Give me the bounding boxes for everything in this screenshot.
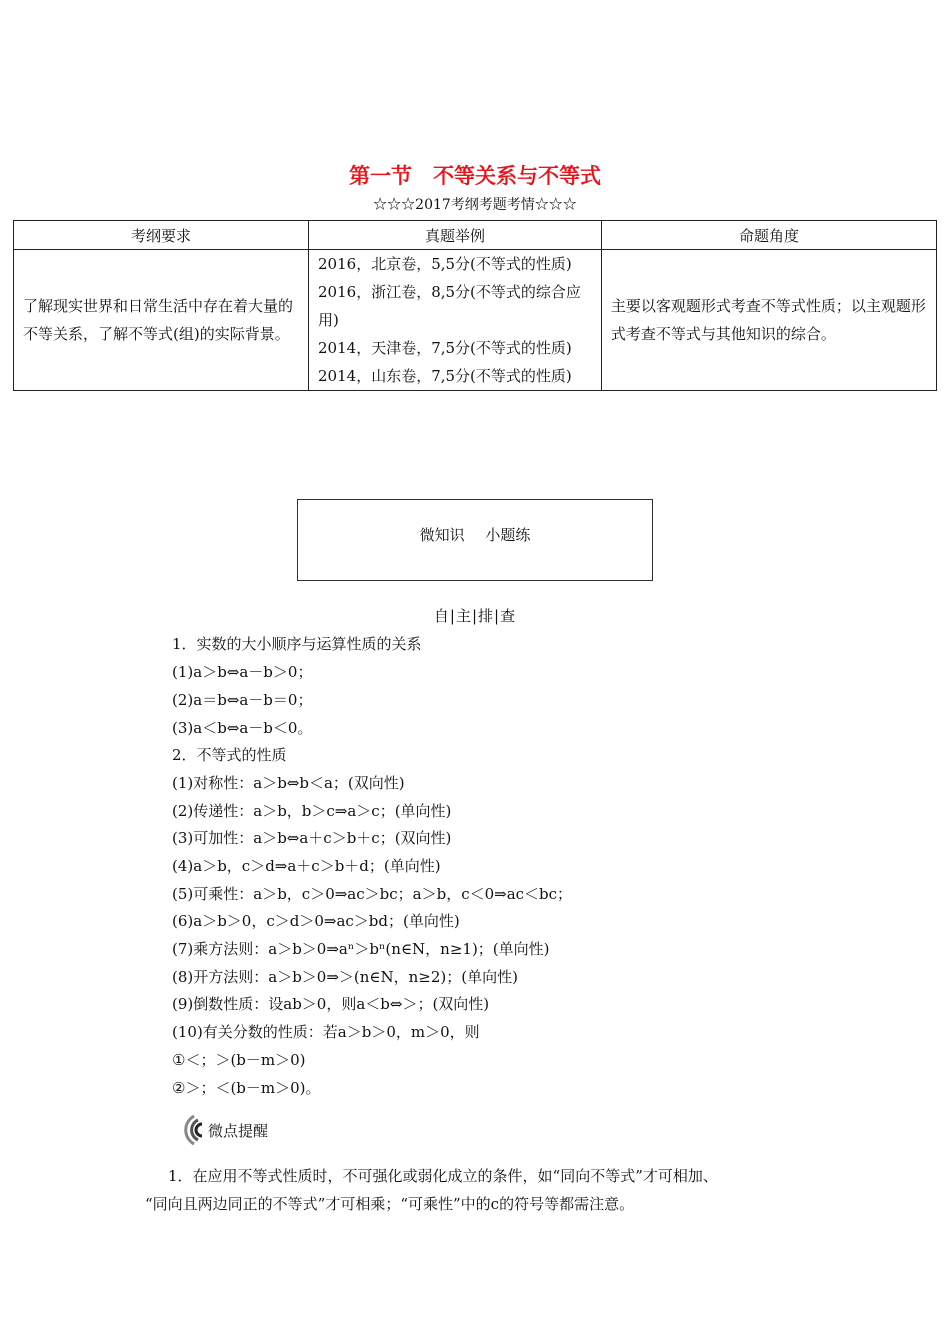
list-item: ②＞；＜(b－m＞0)。 (172, 1079, 321, 1097)
box-label-right: 小题练 (485, 526, 531, 544)
example-item: 2014，山东卷，7,5分(不等式的性质) (318, 367, 572, 385)
list-item: (2)a＝b⇔a－b＝0； (172, 691, 313, 709)
example-item: 2016，浙江卷，8,5分(不等式的综合应用) (318, 283, 581, 329)
page-title: 第一节 不等关系与不等式 (349, 164, 601, 188)
list-item: (3)a＜b⇔a－b＜0。 (172, 719, 313, 737)
list-item: (6)a＞b＞0，c＞d＞0⇒ac＞bd；(单向性) (172, 912, 460, 930)
examples-cell (309, 250, 602, 391)
table-row (14, 250, 937, 391)
list-item: (2)传递性：a＞b，b＞c⇒a＞c；(单向性) (172, 802, 452, 820)
example-item: 2014，天津卷，7,5分(不等式的性质) (318, 339, 572, 357)
sound-wave-icon (172, 1110, 206, 1150)
list-item: (7)乘方法则：a＞b＞0⇒aⁿ＞bⁿ(n∈N，n≥1)；(单向性) (172, 940, 550, 958)
list-item: ①＜；＞(b－m＞0) (172, 1051, 306, 1069)
micro-knowledge-box (297, 499, 653, 581)
tip-label: 微点提醒 (208, 1121, 269, 1140)
requirement-cell: 了解现实世界和日常生活中存在着大量的不等关系，了解不等式(组)的实际背景。 (14, 250, 309, 391)
list-item: (5)可乘性：a＞b，c＞0⇒ac＞bc；a＞b，c＜0⇒ac＜bc； (172, 885, 573, 903)
angle-cell: 主要以客观题形式考查不等式性质；以主观题形式考查不等式与其他知识的综合。 (601, 250, 936, 391)
exam-outline-table (13, 220, 937, 391)
section-title: 自|主|排|查 (433, 607, 517, 625)
header-requirement: 考纲要求 (14, 221, 309, 250)
tip-paragraph-line: “同向且两边同正的不等式”才可相乘；“可乘性”中的c的符号等都需注意。 (145, 1195, 635, 1213)
header-angle: 命题角度 (601, 221, 936, 250)
list-item: (1)对称性：a＞b⇔b＜a；(双向性) (172, 774, 405, 792)
list-item: (8)开方法则：a＞b＞0⇒＞(n∈N，n≥2)；(单向性) (172, 968, 518, 986)
tip-header (172, 1110, 268, 1150)
list-item: (9)倒数性质：设ab＞0，则a＜b⇔＞；(双向性) (172, 995, 490, 1013)
exam-info-subtitle: ☆☆☆2017考纲考题考情☆☆☆ (373, 197, 577, 213)
example-item: 2016，北京卷，5,5分(不等式的性质) (318, 255, 572, 273)
header-examples: 真题举例 (309, 221, 602, 250)
list-item: (3)可加性：a＞b⇔a＋c＞b＋c；(双向性) (172, 829, 452, 847)
table-header-row (14, 221, 937, 250)
list-item: 2．不等式的性质 (172, 746, 287, 764)
list-item: (10)有关分数的性质：若a＞b＞0，m＞0，则 (172, 1023, 480, 1041)
list-item: 1．实数的大小顺序与运算性质的关系 (172, 635, 422, 653)
box-label-left: 微知识 (419, 526, 465, 544)
list-item: (4)a＞b，c＞d⇒a＋c＞b＋d；(单向性) (172, 857, 441, 875)
list-item: (1)a＞b⇔a－b＞0； (172, 663, 313, 681)
tip-paragraph-line: 1．在应用不等式性质时，不可强化或弱化成立的条件，如“同向不等式”才可相加、 (168, 1167, 718, 1185)
